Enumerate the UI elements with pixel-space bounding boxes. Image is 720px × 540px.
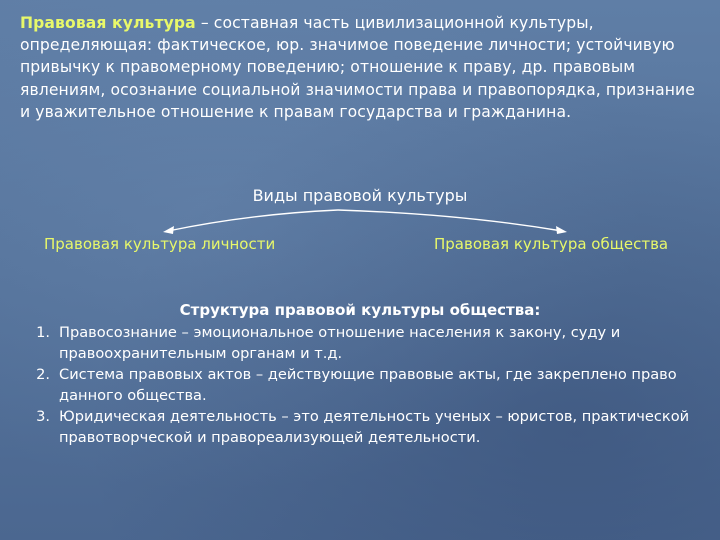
arrow-right-head — [556, 226, 567, 234]
definition-text: – составная часть цивилизационной культуры, определяющая: фактическое, юр. значимое поведение личности; устойчивую привычку к правомерному поведению; отношение к праву, др. правовым явлениям, осознание социальной значимости права и правопорядка, признание и уважительное отношение к правам государства и гражданина. — [20, 14, 695, 121]
arrow-right-line — [338, 210, 562, 231]
structure-item-number: 3. — [36, 408, 50, 425]
structure-item — [20, 322, 710, 364]
structure-item-number: 1. — [36, 324, 50, 341]
type-personal-culture: Правовая культура личности — [44, 235, 276, 253]
arrow-left-head — [163, 226, 174, 234]
types-title: Виды правовой культуры — [252, 186, 468, 205]
structure-item-text: Юридическая деятельность – это деятельность ученых – юристов, практической правотворческой и правореализующей деятельности. — [59, 408, 690, 446]
arrow-left-line — [168, 210, 338, 231]
structure-item-text: Система правовых актов – действующие правовые акты, где закреплено право данного общества. — [59, 366, 677, 404]
structure-title: Структура правовой культуры общества: — [179, 301, 541, 319]
structure-list — [20, 322, 710, 448]
type-society-culture: Правовая культура общества — [434, 235, 669, 253]
structure-item — [20, 364, 710, 406]
structure-item — [20, 406, 710, 448]
structure-item-text: Правосознание – эмоциональное отношение населения к закону, суду и правоохранительным органам и т.д. — [59, 324, 621, 362]
structure-item-number: 2. — [36, 366, 50, 383]
definition-term: Правовая культура — [20, 14, 196, 32]
